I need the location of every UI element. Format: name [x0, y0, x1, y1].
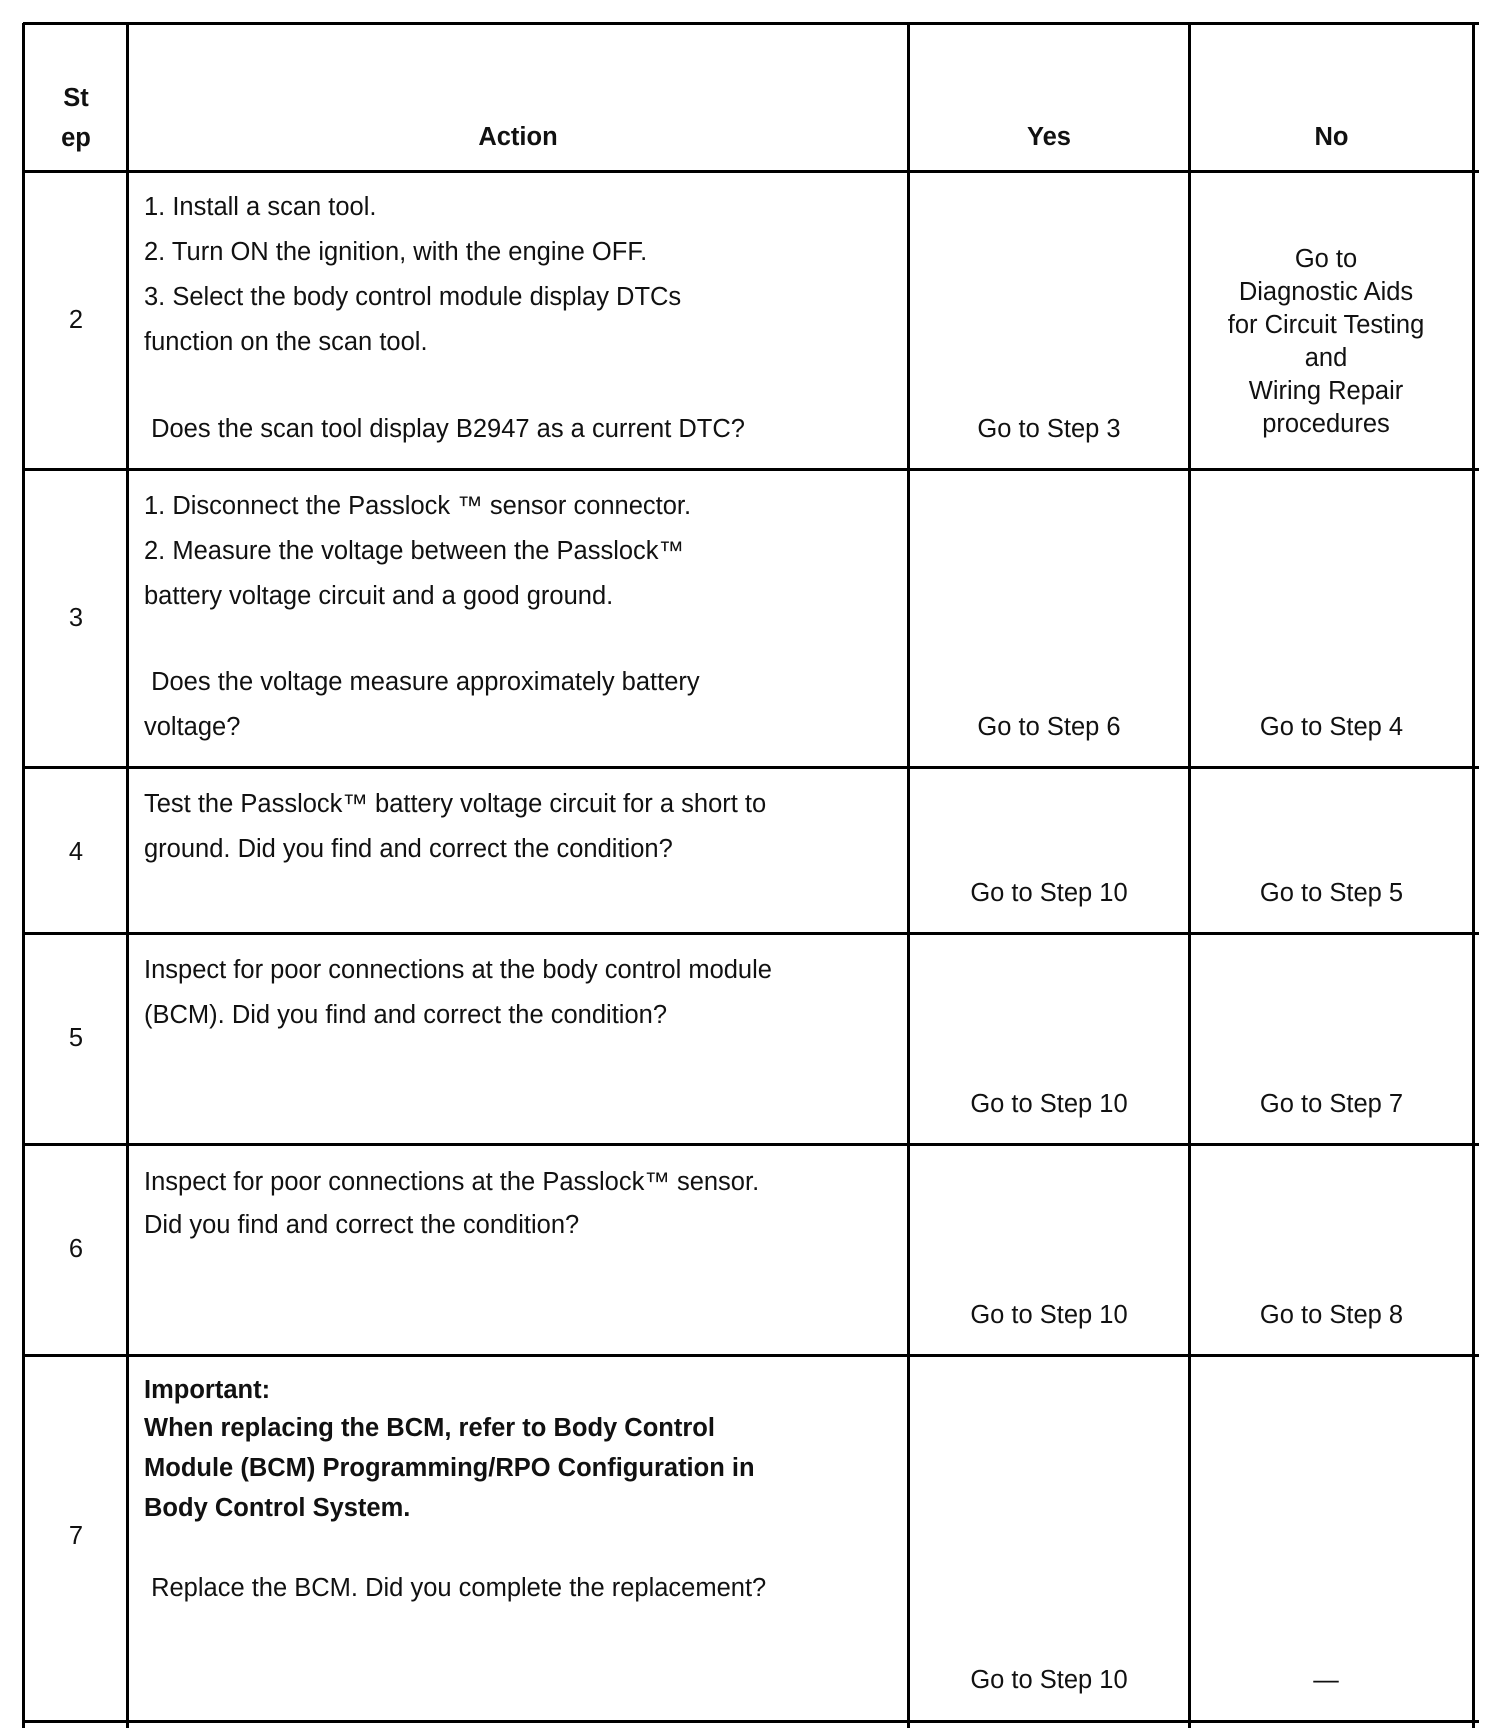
step-number: 2 — [68, 306, 84, 334]
table-border-left — [22, 23, 25, 1728]
action-line: 1. Disconnect the Passlock ™ sensor connector. — [144, 492, 692, 520]
action-question: Replace the BCM. Did you complete the replacement? — [144, 1574, 767, 1602]
header-step-line1: St — [63, 84, 89, 112]
row-divider — [23, 932, 1479, 935]
no-line: for Circuit Testing — [1227, 311, 1425, 339]
action-line: 3. Select the body control module display DTCs — [144, 283, 682, 311]
header-no: No — [1314, 123, 1349, 151]
action-question: Does the scan tool display B2947 as a current DTC? — [144, 415, 745, 443]
yes-cell: Go to Step 3 — [977, 415, 1121, 443]
table-border-top — [23, 22, 1479, 25]
action-line: Inspect for poor connections at the Passlock™ sensor. — [144, 1168, 760, 1196]
no-line: procedures — [1262, 410, 1390, 438]
no-line: and — [1304, 344, 1348, 372]
header-action: Action — [478, 123, 558, 151]
no-cell: Go to Step 4 — [1259, 713, 1404, 741]
action-line: Test the Passlock™ battery voltage circuit for a short to — [144, 790, 767, 818]
action-line: 2. Measure the voltage between the Passlock™ — [144, 537, 685, 565]
row-divider — [23, 170, 1479, 173]
yes-cell: Go to Step 10 — [970, 1090, 1128, 1118]
no-cell: — — [1313, 1666, 1339, 1694]
yes-cell: Go to Step 10 — [970, 1301, 1128, 1329]
action-line: voltage? — [144, 713, 241, 741]
action-line: 1. Install a scan tool. — [144, 193, 377, 221]
action-line: Did you find and correct the condition? — [144, 1211, 580, 1239]
no-cell: Go to Step 8 — [1259, 1301, 1404, 1329]
yes-cell: Go to Step 10 — [970, 879, 1128, 907]
action-line: (BCM). Did you find and correct the condition? — [144, 1001, 667, 1029]
row-divider — [23, 468, 1479, 471]
action-line: ground. Did you find and correct the condition? — [144, 835, 673, 863]
action-question: Does the voltage measure approximately battery — [144, 668, 700, 696]
header-step — [25, 78, 127, 158]
no-line: Go to — [1294, 245, 1358, 273]
step-number: 4 — [68, 838, 84, 866]
table-border-right — [1472, 23, 1475, 1728]
yes-cell: Go to Step 6 — [977, 713, 1121, 741]
row-divider — [23, 766, 1479, 769]
no-cell: Go to Step 7 — [1259, 1090, 1404, 1118]
no-line: Wiring Repair — [1248, 377, 1404, 405]
row-divider — [23, 1143, 1479, 1146]
yes-cell: Go to Step 10 — [970, 1666, 1128, 1694]
header-step-line2: ep — [61, 124, 91, 152]
action-line: 2. Turn ON the ignition, with the engine OFF. — [144, 238, 648, 266]
row-divider — [23, 1354, 1479, 1357]
step-number: 3 — [68, 604, 84, 632]
step-number: 7 — [68, 1522, 84, 1550]
important-line: When replacing the BCM, refer to Body Control — [144, 1414, 715, 1442]
no-cell — [1191, 243, 1461, 441]
header-yes: Yes — [1027, 123, 1071, 151]
action-line: battery voltage circuit and a good ground. — [144, 582, 614, 610]
no-cell: Go to Step 5 — [1259, 879, 1404, 907]
action-line: Inspect for poor connections at the body control module — [144, 956, 772, 984]
important-line: Module (BCM) Programming/RPO Configuration in — [144, 1454, 755, 1482]
action-line: function on the scan tool. — [144, 328, 428, 356]
no-line: Diagnostic Aids — [1238, 278, 1414, 306]
step-number: 6 — [68, 1235, 84, 1263]
step-number: 5 — [68, 1024, 84, 1052]
important-line: Body Control System. — [144, 1494, 411, 1522]
col-divider — [126, 23, 129, 1728]
important-heading: Important: — [144, 1376, 271, 1404]
